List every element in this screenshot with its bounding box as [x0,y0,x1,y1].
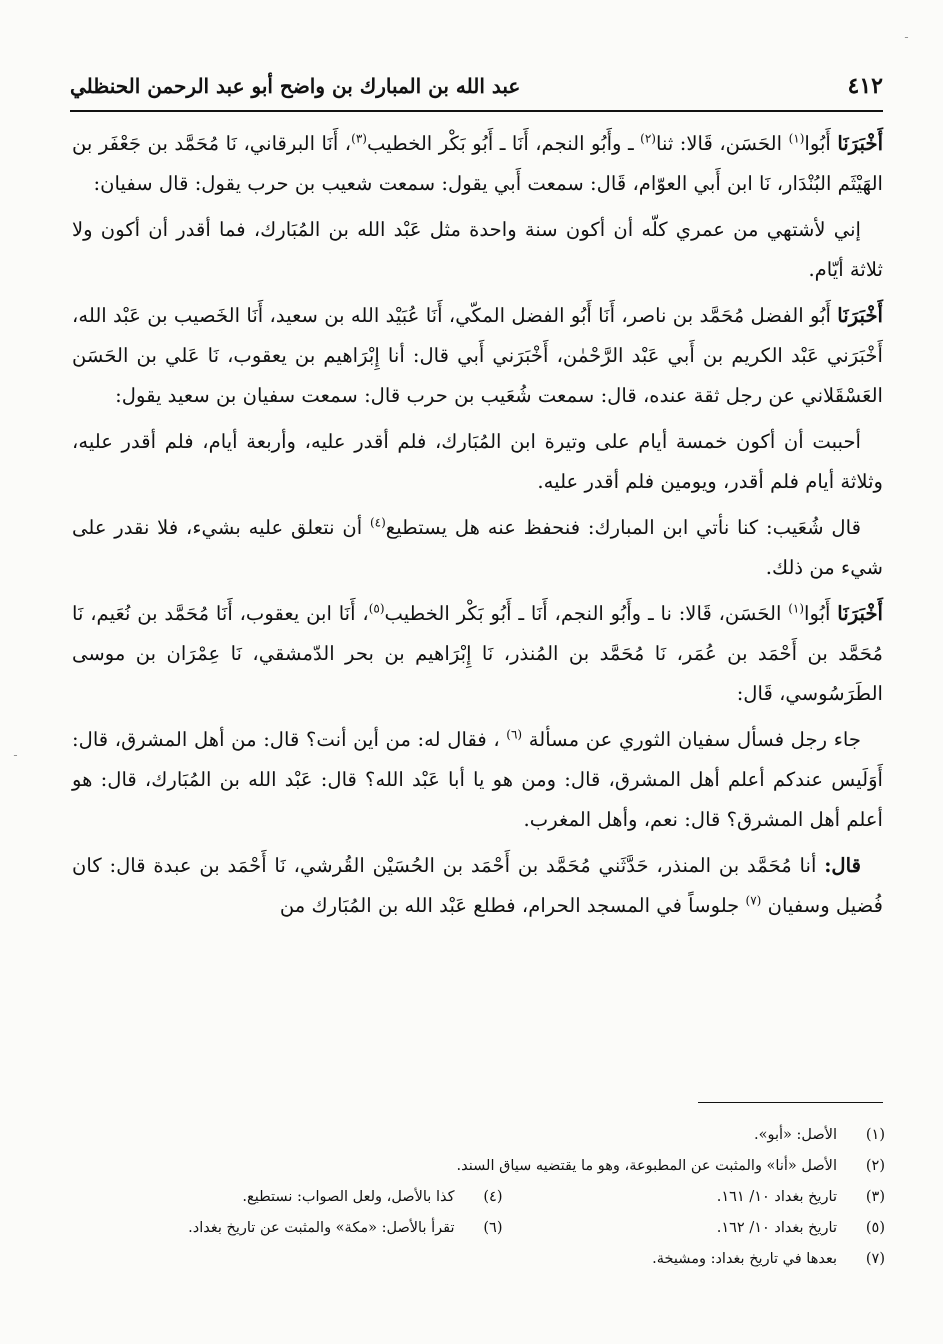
footnote-number: (٦) [483,1220,503,1236]
scan-mark: ـ [905,30,908,41]
running-title: عبد الله بن المبارك بن واضح أبو عبد الرحمن الحنظلي [70,74,521,98]
footnote-number: (٢) [865,1158,885,1174]
text-run: ، فقال له: من أين أنت؟ قال: من أهل المشرق، قال: أَوَلَيس عندكم أعلم أهل المشرق، قال: ومن هو يا أبا عَبْد الله؟ قال: عَبْد الله بن المُبَارك، قال: هو أعلم أهل المشرق؟ قال: نعم، وأهل المغرب. [72,728,883,831]
footnote-number: (٣) [865,1189,885,1205]
footnote [120,1182,503,1213]
footnote-row [120,1151,885,1182]
paragraph [72,210,883,290]
text-run: أحببت أن أكون خمسة أيام على وتيرة ابن المُبَارك، فلم أقدر عليه، وأربعة أيام، فلم أقدر عليه، وثلاثة أيام فلم أقدر، ويومين فلم أقدر عليه. [72,430,883,493]
paragraph-lead: أَخْبَرَنَا [837,304,883,327]
footnote-ref[interactable]: (٤) [369,515,386,530]
paragraph [72,508,883,588]
footnotes [120,1120,885,1275]
footnote-number: (٧) [865,1251,885,1267]
footnote-text: بعدها في تاريخ بغداد: ومشيخة. [652,1251,837,1267]
footnote [120,1244,885,1275]
footnote-row [120,1182,885,1213]
text-run: إني لأشتهي من عمري كلّه أن أكون سنة واحدة مثل عَبْد الله بن المُبَارك، فما أقدر أن أكون ولا ثلاثة أيّام. [72,218,883,281]
footnote-number: (٤) [483,1189,503,1205]
text-run: الحَسَن، قَالا: نا ـ وأَبُو النجم، أَنَا ـ أَبُو بَكْر الخطيب [384,602,789,625]
text-run: أَبُو الفضل مُحَمَّد بن ناصر، أَنَا أَبُو الفضل المكّي، أَنَا عُبَيْد الله بن سعيد، أَنَا الخَصيب بن عَبْد الله، أَخْبَرَني عَبْد الكريم بن أَبي عَبْد الرَّحْمٰن، أَخْبَرَني أَبي قال: أنا إِبْرَاهيم بن يعقوب، نَا عَلي بن الحَسَن العَسْقَلاني عن رجل ثقة عنده، قال: سمعت شُعَيب بن حرب قال: سمعت سفيان بن سعيد يقول: [72,304,883,407]
paragraph [72,594,883,714]
footnote-text: كذا بالأصل، ولعل الصواب: نستطيع. [242,1189,455,1205]
paragraph [72,296,883,416]
footnote [120,1151,885,1182]
footnote-ref[interactable]: (٥) [368,601,385,616]
footnote-row [120,1213,885,1244]
text-run: الحَسَن، قَالا: ثنا [655,132,789,155]
main-text [72,124,883,932]
footnote [503,1182,886,1213]
footnote-divider [698,1102,883,1103]
text-run: جلوساً في المسجد الحرام، فطلع عَبْد الله بن المُبَارك من [279,894,746,917]
paragraph-lead: قال: [824,854,862,877]
footnote-text: الأصل: «أبو». [754,1127,837,1143]
footnote [503,1213,886,1244]
footnote-ref[interactable]: (٢) [640,131,656,146]
page-number: ٤١٢ [847,73,883,99]
footnote-ref[interactable]: (١) [788,601,805,616]
footnote-text: تاريخ بغداد ١٠/ ١٦١. [716,1189,837,1205]
text-run: أن نتعلق عليه بشيء، فلا نقدر على شيء من ذلك. [72,516,883,579]
text-run: ، أَنَا ابن يعقوب، أَنَا مُحَمَّد بن نُعَيم، نَا مُحَمَّد بن أَحْمَد بن عُمَر، نَا مُحَمَّد بن المُنذر، نَا إِبْرَاهيم بن بحر الدّمشقي، نَا عِمْرَان بن موسى الطَرَسُوسي، قَال: [72,602,883,705]
paragraph-lead: أَخْبَرَنَا [837,602,883,625]
text-run: ـ وأَبُو النجم، أَنَا ـ أَبُو بَكْر الخطيب [366,132,641,155]
page-header [70,62,883,112]
text-run: أَبُوا [804,602,838,625]
footnote-number: (١) [865,1127,885,1143]
footnote-text: تقرأ بالأصل: «مكة» والمثبت عن تاريخ بغداد. [188,1220,455,1236]
footnote [120,1213,503,1244]
footnote-ref[interactable]: (٧) [745,893,762,908]
footnote [120,1120,885,1151]
footnote-number: (٥) [865,1220,885,1236]
footnote-text: تاريخ بغداد ١٠/ ١٦٢. [716,1220,837,1236]
footnote-ref[interactable]: (٦) [506,727,523,742]
paragraph [72,422,883,502]
paragraph [72,124,883,204]
paragraph-lead: أَخْبَرَنَا [837,132,884,155]
scan-mark: ـ [14,748,17,759]
footnote-row [120,1244,885,1275]
text-run: ، أَنَا البرقاني، نَا مُحَمَّد بن جَعْفَر بن الهَيْثَم البُنْدَار، نَا ابن أَبي العوّام، قَال: سمعت أَبي يقول: سمعت شعيب بن حرب يقول: قال سفيان: [72,132,883,195]
paragraph [72,720,883,840]
footnote-ref[interactable]: (٣) [351,131,367,146]
footnote-ref[interactable]: (١) [788,131,805,146]
footnote-row [120,1120,885,1151]
text-run: قال شُعَيب: كنا نأتي ابن المبارك: فنحفظ عنه هل يستطيع [385,516,861,539]
paragraph [72,846,883,926]
text-run: أَبُوا [804,132,838,155]
text-run: جاء رجل فسأل سفيان الثوري عن مسألة [522,728,862,751]
text-run: أنا مُحَمَّد بن المنذر، حَدَّثَني مُحَمَّد بن أَحْمَد بن الحُسَيْن القُرشي، نَا أَحْمَد بن عبدة قال: كان فُضيل وسفيان [72,854,883,917]
footnote-text: الأصل «أنا» والمثبت عن المطبوعة، وهو ما يقتضيه سياق السند. [456,1158,837,1174]
